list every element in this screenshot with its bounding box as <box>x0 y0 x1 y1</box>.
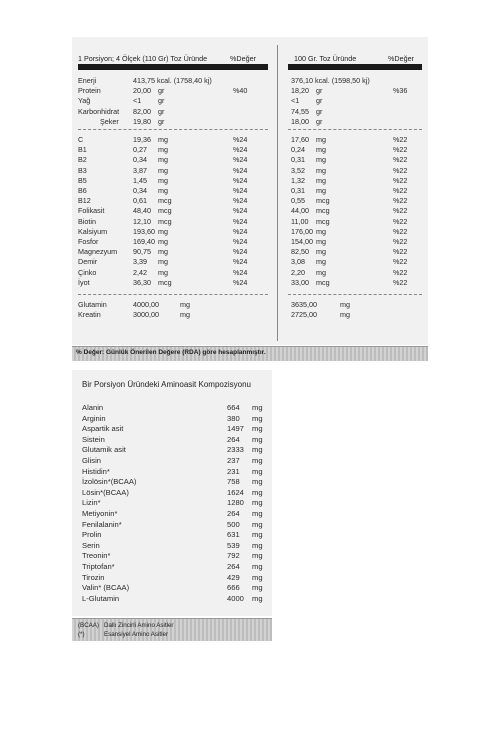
serving-value: 19,80 <box>133 116 151 126</box>
amino-name: Glutamik asit <box>82 445 126 455</box>
serving-pct: %24 <box>233 165 248 175</box>
amino-row <box>82 541 272 552</box>
per100-pct: %22 <box>393 186 408 195</box>
amino-row <box>82 520 272 531</box>
serving-unit: mg <box>158 237 168 246</box>
serving-unit: mg <box>158 226 168 236</box>
per100-unit: mg <box>316 267 326 277</box>
serving-value: 3,87 <box>133 165 147 175</box>
serving-value: 1,45 <box>133 175 147 185</box>
amino-name: Tirozin <box>82 572 105 582</box>
nutrient-name: Magnezyum <box>78 247 118 257</box>
per100-pct: %36 <box>393 86 408 96</box>
amino-row <box>82 509 272 520</box>
serving-value: 0,61 <box>133 196 147 206</box>
amino-name: Lösin*(BCAA) <box>82 487 129 497</box>
legend-text: Esansiyel Amino Asitler <box>104 631 168 638</box>
serving-value: 90,75 <box>133 247 151 257</box>
serving-pct: %24 <box>233 175 248 185</box>
nutrient-row <box>72 196 428 206</box>
amino-name: Treonin* <box>82 551 111 561</box>
nutrient-row <box>72 278 428 288</box>
serving-value: 169,40 <box>133 237 155 246</box>
per100-pct: %22 <box>393 277 408 287</box>
amino-row <box>82 456 272 467</box>
per100-unit: mg <box>316 226 326 236</box>
section-separator <box>288 294 422 295</box>
amino-unit: mg <box>252 434 263 444</box>
serving-value: 0,27 <box>133 145 147 155</box>
serving-pct: %24 <box>233 257 248 267</box>
per100-unit: gr <box>316 106 323 116</box>
amino-value: 1624 <box>227 487 244 497</box>
nutrient-name: Kreatin <box>78 310 101 320</box>
per100-value: 82,50 <box>291 247 309 257</box>
serving-unit: gr <box>158 106 165 116</box>
amino-row <box>82 467 272 478</box>
left-header: 1 Porsiyon; 4 Ölçek (110 Gr) Toz Üründe <box>78 54 208 63</box>
left-header-pct: %Değer <box>230 54 256 63</box>
per100-pct: %22 <box>393 175 408 185</box>
per100-value: 3635,00 <box>291 300 317 309</box>
serving-value: 19,36 <box>133 135 151 144</box>
per100-unit: mg <box>316 186 326 195</box>
nutrient-row <box>72 227 428 237</box>
per100-value: 2725,00 <box>291 310 317 320</box>
amino-unit: mg <box>252 466 263 476</box>
serving-value: 0,34 <box>133 155 147 165</box>
nutrient-row <box>72 176 428 186</box>
serving-unit: mg <box>158 135 168 144</box>
per100-pct: %22 <box>393 257 408 267</box>
per100-value: 0,24 <box>291 145 305 155</box>
per100-unit: mg <box>316 135 326 144</box>
per100-unit: mg <box>316 155 326 165</box>
amino-value: 264 <box>227 562 240 571</box>
per100-value: 3,52 <box>291 165 305 175</box>
nutrient-row <box>72 86 428 96</box>
amino-row <box>82 435 272 446</box>
amino-row <box>82 488 272 499</box>
per100-value: 11,00 <box>291 216 309 226</box>
amino-unit: mg <box>252 519 263 529</box>
serving-unit: mg <box>158 186 168 195</box>
amino-value: 666 <box>227 583 240 593</box>
serving-pct: %24 <box>233 186 248 195</box>
nutrient-name: C <box>78 135 84 144</box>
amino-value: 539 <box>227 540 240 550</box>
amino-name: Fenilalanin* <box>82 519 122 529</box>
serving-pct: %24 <box>233 237 248 246</box>
nutrient-row <box>72 247 428 257</box>
nutrient-row <box>72 237 428 247</box>
nutrient-name: Fosfor <box>78 237 99 246</box>
amino-name: Prolin <box>82 530 102 540</box>
serving-value: 4000,00 <box>133 300 159 309</box>
serving-unit: mcg <box>158 216 172 226</box>
right-header-pct: %Değer <box>388 54 414 63</box>
serving-unit: mg <box>158 247 168 257</box>
nutrient-row <box>72 300 428 310</box>
per100-unit: gr <box>316 96 323 106</box>
serving-unit: mcg <box>158 206 172 216</box>
serving-unit: mcg <box>158 196 172 206</box>
amino-unit: mg <box>252 583 263 593</box>
serving-value: 3000,00 <box>133 310 159 320</box>
nutrient-row <box>72 257 428 267</box>
amino-row <box>82 562 272 573</box>
per100-pct: %22 <box>393 216 408 226</box>
per100-value: 0,31 <box>291 155 305 165</box>
nutrient-name: B12 <box>78 196 91 206</box>
amino-value: 631 <box>227 530 240 540</box>
serving-pct: %24 <box>233 267 248 277</box>
nutrient-name: B6 <box>78 186 87 195</box>
nutrient-name: Şeker <box>100 116 119 126</box>
amino-row <box>82 477 272 488</box>
per100-pct: %22 <box>393 237 408 246</box>
amino-unit: mg <box>252 572 263 582</box>
amino-row <box>82 414 272 425</box>
amino-value: 1280 <box>227 498 244 508</box>
serving-value: 413,75 kcal. (1758,40 kj) <box>133 76 212 85</box>
per100-unit: gr <box>316 86 323 96</box>
per100-value: 17,60 <box>291 135 309 144</box>
nutrient-row <box>72 268 428 278</box>
serving-value: 0,34 <box>133 186 147 195</box>
serving-value: 193,60 <box>133 226 155 236</box>
serving-unit: mg <box>158 165 168 175</box>
footnote-bar <box>72 346 428 361</box>
nutrient-row <box>72 186 428 196</box>
serving-pct: %24 <box>233 135 248 144</box>
nutrient-row <box>72 76 428 86</box>
amino-value: 429 <box>227 572 240 582</box>
nutrient-name: B2 <box>78 155 87 165</box>
per100-value: 2,20 <box>291 267 305 277</box>
amino-row <box>82 424 272 435</box>
amino-value: 380 <box>227 413 240 423</box>
amino-unit: mg <box>252 477 263 487</box>
serving-value: 48,40 <box>133 206 151 216</box>
per100-pct: %22 <box>393 165 408 175</box>
serving-value: 82,00 <box>133 106 151 116</box>
per100-unit: mg <box>316 165 326 175</box>
per100-unit: mcg <box>316 206 330 216</box>
right-header: 100 Gr. Toz Üründe <box>294 54 357 63</box>
amino-row <box>82 583 272 594</box>
amino-row <box>82 530 272 541</box>
nutrient-name: Yağ <box>78 96 91 106</box>
serving-unit: mg <box>158 257 168 267</box>
nutrient-name: Kalsiyum <box>78 226 108 236</box>
nutrient-name: Biotin <box>78 216 96 226</box>
serving-unit: gr <box>158 86 165 96</box>
nutrient-row <box>72 135 428 145</box>
amino-row <box>82 551 272 562</box>
nutrient-row <box>72 145 428 155</box>
legend-row <box>78 622 268 631</box>
per100-unit: mcg <box>316 277 330 287</box>
amino-name: Glisin <box>82 456 101 465</box>
amino-unit: mg <box>252 413 263 423</box>
nutrient-row <box>72 206 428 216</box>
serving-value: 12,10 <box>133 216 151 226</box>
amino-value: 2333 <box>227 445 244 455</box>
nutrient-name: Enerji <box>78 76 97 85</box>
amino-name: Lizin* <box>82 498 101 508</box>
serving-value: 20,00 <box>133 86 151 96</box>
legend-bar <box>72 618 272 641</box>
per100-value: 176,00 <box>291 226 313 236</box>
serving-unit: gr <box>158 96 165 106</box>
serving-unit: mg <box>158 267 168 277</box>
amino-panel <box>72 370 272 616</box>
nutrient-name: Çinko <box>78 267 97 277</box>
serving-unit: mg <box>158 145 168 155</box>
nutrient-name: Glutamin <box>78 300 107 309</box>
nutrient-row <box>72 117 428 127</box>
per100-unit: mg <box>316 145 326 155</box>
nutrient-row <box>72 166 428 176</box>
serving-pct: %40 <box>233 86 248 96</box>
nutrient-row <box>72 155 428 165</box>
amino-value: 4000 <box>227 593 244 603</box>
amino-name: İzolösin*(BCAA) <box>82 477 137 487</box>
per100-value: 3,08 <box>291 257 305 267</box>
serving-value: 2,42 <box>133 267 147 277</box>
serving-pct: %24 <box>233 145 248 155</box>
per100-unit: mg <box>316 175 326 185</box>
per100-value: 44,00 <box>291 206 309 216</box>
legend-row <box>78 631 268 640</box>
amino-value: 792 <box>227 551 240 561</box>
legend-key: (BCAA) <box>78 622 99 629</box>
per100-pct: %22 <box>393 267 408 277</box>
per100-value: 18,20 <box>291 86 309 96</box>
amino-unit: mg <box>252 551 263 561</box>
serving-pct: %24 <box>233 247 248 257</box>
amino-value: 237 <box>227 456 240 465</box>
per100-value: 0,55 <box>291 196 305 206</box>
per100-value: 18,00 <box>291 116 309 126</box>
nutrient-name: İyot <box>78 277 90 287</box>
amino-row <box>82 445 272 456</box>
nutrient-name: B1 <box>78 145 87 155</box>
amino-unit: mg <box>252 498 263 508</box>
serving-unit: mg <box>180 300 190 309</box>
nutrient-name: Karbonhidrat <box>78 106 120 116</box>
amino-name: Aspartik asit <box>82 424 124 434</box>
per100-unit: mcg <box>316 196 330 206</box>
amino-name: Histidin* <box>82 466 110 476</box>
amino-name: Serin <box>82 540 100 550</box>
amino-unit: mg <box>252 562 263 571</box>
amino-name: Sistein <box>82 434 105 444</box>
serving-pct: %24 <box>233 226 248 236</box>
amino-unit: mg <box>252 445 263 455</box>
amino-name: Metiyonin* <box>82 509 118 518</box>
per100-value: <1 <box>291 96 300 106</box>
amino-row <box>82 594 272 605</box>
serving-pct: %24 <box>233 216 248 226</box>
amino-name: Arginin <box>82 413 106 423</box>
serving-unit: mg <box>158 155 168 165</box>
amino-name: L-Glutamin <box>82 593 120 603</box>
per100-value: 1,32 <box>291 175 305 185</box>
amino-row <box>82 403 272 414</box>
nutrient-row <box>72 96 428 106</box>
per100-value: 74,55 <box>291 106 309 116</box>
per100-unit: mcg <box>316 216 330 226</box>
serving-value: 3,39 <box>133 257 147 267</box>
per100-pct: %22 <box>393 135 408 144</box>
per100-value: 0,31 <box>291 186 305 195</box>
section-separator <box>78 129 268 130</box>
amino-unit: mg <box>252 509 263 518</box>
serving-pct: %24 <box>233 206 248 216</box>
amino-name: Triptofan* <box>82 562 115 571</box>
per100-unit: mg <box>316 247 326 257</box>
per100-value: 154,00 <box>291 237 313 246</box>
per100-unit: gr <box>316 116 323 126</box>
per100-pct: %22 <box>393 226 408 236</box>
nutrient-name: Folikasit <box>78 206 105 216</box>
amino-value: 264 <box>227 509 240 518</box>
nutrient-name: Protein <box>78 86 101 96</box>
per100-unit: mg <box>316 257 326 267</box>
serving-pct: %24 <box>233 196 248 206</box>
amino-value: 500 <box>227 519 240 529</box>
amino-unit: mg <box>252 403 263 412</box>
serving-unit: mg <box>158 175 168 185</box>
amino-unit: mg <box>252 424 263 434</box>
nutrient-row <box>72 107 428 117</box>
nutrient-name: B3 <box>78 165 87 175</box>
per100-pct: %22 <box>393 155 408 165</box>
per100-value: 33,00 <box>291 277 309 287</box>
amino-title: Bir Porsiyon Üründeki Aminoasit Kompozisyonu <box>82 380 251 389</box>
amino-value: 231 <box>227 466 240 476</box>
serving-pct: %24 <box>233 155 248 165</box>
serving-pct: %24 <box>233 277 248 287</box>
amino-value: 264 <box>227 434 240 444</box>
nutrition-panel <box>72 37 428 345</box>
amino-name: Alanin <box>82 403 104 412</box>
amino-unit: mg <box>252 540 263 550</box>
amino-value: 664 <box>227 403 240 412</box>
footnote: % Değer: Günlük Önerilen Değere (RDA) göre hesaplanmıştır. <box>76 349 266 356</box>
right-header-bar <box>288 64 422 70</box>
legend-key: (*) <box>78 631 85 638</box>
serving-value: 36,30 <box>133 277 151 287</box>
per100-unit: mg <box>340 310 350 320</box>
amino-unit: mg <box>252 487 263 497</box>
per100-unit: mg <box>316 237 326 246</box>
nutrient-name: Demir <box>78 257 98 267</box>
nutrient-name: B5 <box>78 175 87 185</box>
amino-unit: mg <box>252 456 263 465</box>
per100-pct: %22 <box>393 206 408 216</box>
legend-text: Dallı Zincirli Amino Asitler <box>104 622 174 629</box>
serving-unit: mg <box>180 310 190 320</box>
amino-row <box>82 573 272 584</box>
per100-unit: mg <box>340 300 350 309</box>
nutrient-row <box>72 217 428 227</box>
section-separator <box>288 129 422 130</box>
per100-pct: %22 <box>393 145 408 155</box>
amino-unit: mg <box>252 530 263 540</box>
amino-row <box>82 498 272 509</box>
per100-value: 376,10 kcal. (1598,50 kj) <box>291 76 370 85</box>
amino-value: 1497 <box>227 424 244 434</box>
serving-value: <1 <box>133 96 142 106</box>
amino-unit: mg <box>252 593 263 603</box>
amino-value: 758 <box>227 477 240 487</box>
per100-pct: %22 <box>393 247 408 257</box>
section-separator <box>78 294 268 295</box>
serving-unit: mcg <box>158 277 172 287</box>
serving-unit: gr <box>158 116 165 126</box>
left-header-bar <box>78 64 268 70</box>
nutrient-row <box>72 310 428 320</box>
amino-name: Valin* (BCAA) <box>82 583 130 593</box>
per100-pct: %22 <box>393 196 408 206</box>
